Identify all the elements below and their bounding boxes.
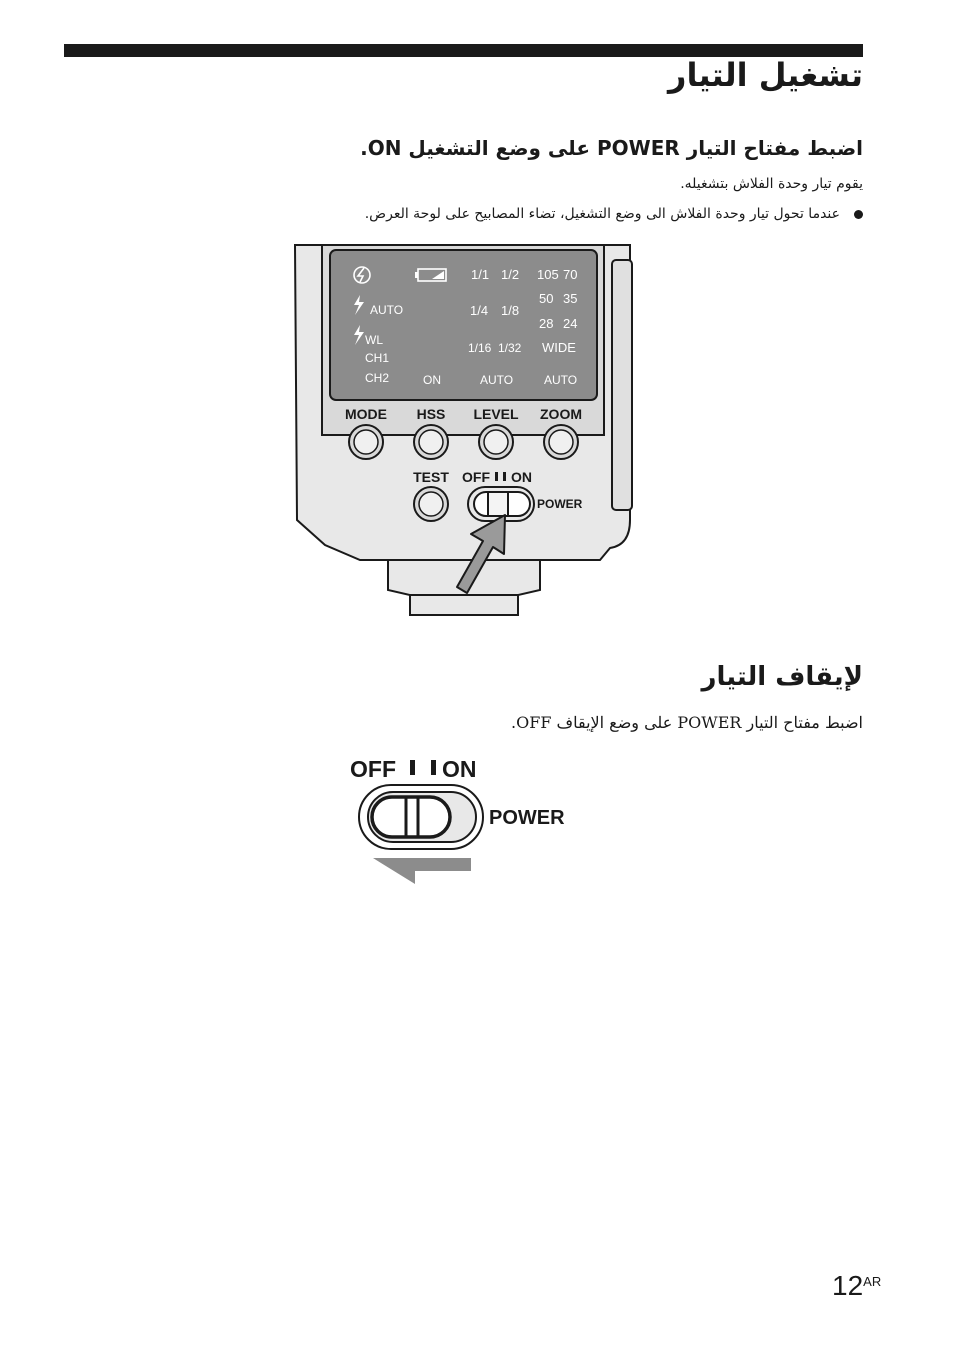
lcd-wl-label: WL <box>365 333 383 347</box>
lcd-on-label: ON <box>423 373 441 387</box>
zoom-label: ZOOM <box>540 406 582 422</box>
level-button[interactable] <box>479 425 513 459</box>
zoom-value: 50 <box>539 291 554 306</box>
mode-label: MODE <box>345 406 387 422</box>
step-instruction: اضبط مفتاح التيار POWER على وضع التشغيل ON. <box>360 136 863 160</box>
level-value: 1/2 <box>501 267 520 282</box>
switch-slider[interactable] <box>372 797 450 837</box>
switch-on-label: ON <box>442 756 477 782</box>
switch-power-label: POWER <box>489 807 565 829</box>
hss-label: HSS <box>416 406 446 422</box>
level-value: 1/8 <box>501 303 520 318</box>
left-arrow-icon <box>373 858 471 884</box>
page-number-value: 12 <box>832 1270 864 1301</box>
level-value: 1/1 <box>471 267 490 282</box>
test-button[interactable] <box>414 487 448 521</box>
zoom-wide: WIDE <box>542 340 576 355</box>
info-text: يقوم تيار وحدة الفلاش بتشغيله. <box>680 176 863 192</box>
zoom-value: 24 <box>563 316 578 331</box>
power-on-label: ON <box>511 469 532 485</box>
page-number-suffix: AR <box>863 1274 882 1289</box>
switch-off-label: OFF <box>350 756 396 782</box>
level-label: LEVEL <box>473 406 519 422</box>
note-text: عندما تحول تيار وحدة الفلاش الى وضع التشغيل، تضاء المصابيح على لوحة العرض. <box>364 206 840 222</box>
level-value: 1/4 <box>470 303 489 318</box>
zoom-value: 28 <box>539 316 554 331</box>
mode-button[interactable] <box>349 425 383 459</box>
lcd-ch2: CH2 <box>365 371 390 385</box>
flash-unit-illustration <box>295 245 632 615</box>
power-label: POWER <box>537 497 583 511</box>
lcd-ch1: CH1 <box>365 351 390 365</box>
zoom-value: 105 <box>537 267 559 282</box>
power-off-label: OFF <box>462 469 490 485</box>
zoom-value: 70 <box>563 267 578 282</box>
page-title: تشغيل التيار <box>668 56 863 94</box>
zoom-auto: AUTO <box>544 373 578 387</box>
page-number <box>832 1270 881 1302</box>
hss-button[interactable] <box>414 425 448 459</box>
power-switch[interactable] <box>468 487 534 521</box>
section-title: لإيقاف التيار <box>701 662 863 692</box>
level-value: 1/32 <box>498 341 522 355</box>
level-value: 1/16 <box>468 341 492 355</box>
power-switch-detail <box>350 756 565 884</box>
zoom-value: 35 <box>563 291 578 306</box>
lcd-auto-label: AUTO <box>370 303 404 317</box>
level-auto: AUTO <box>480 373 514 387</box>
zoom-button[interactable] <box>544 425 578 459</box>
section-text: اضبط مفتاح التيار POWER على وضع الإيقاف OFF. <box>511 713 863 732</box>
test-label: TEST <box>413 469 449 485</box>
